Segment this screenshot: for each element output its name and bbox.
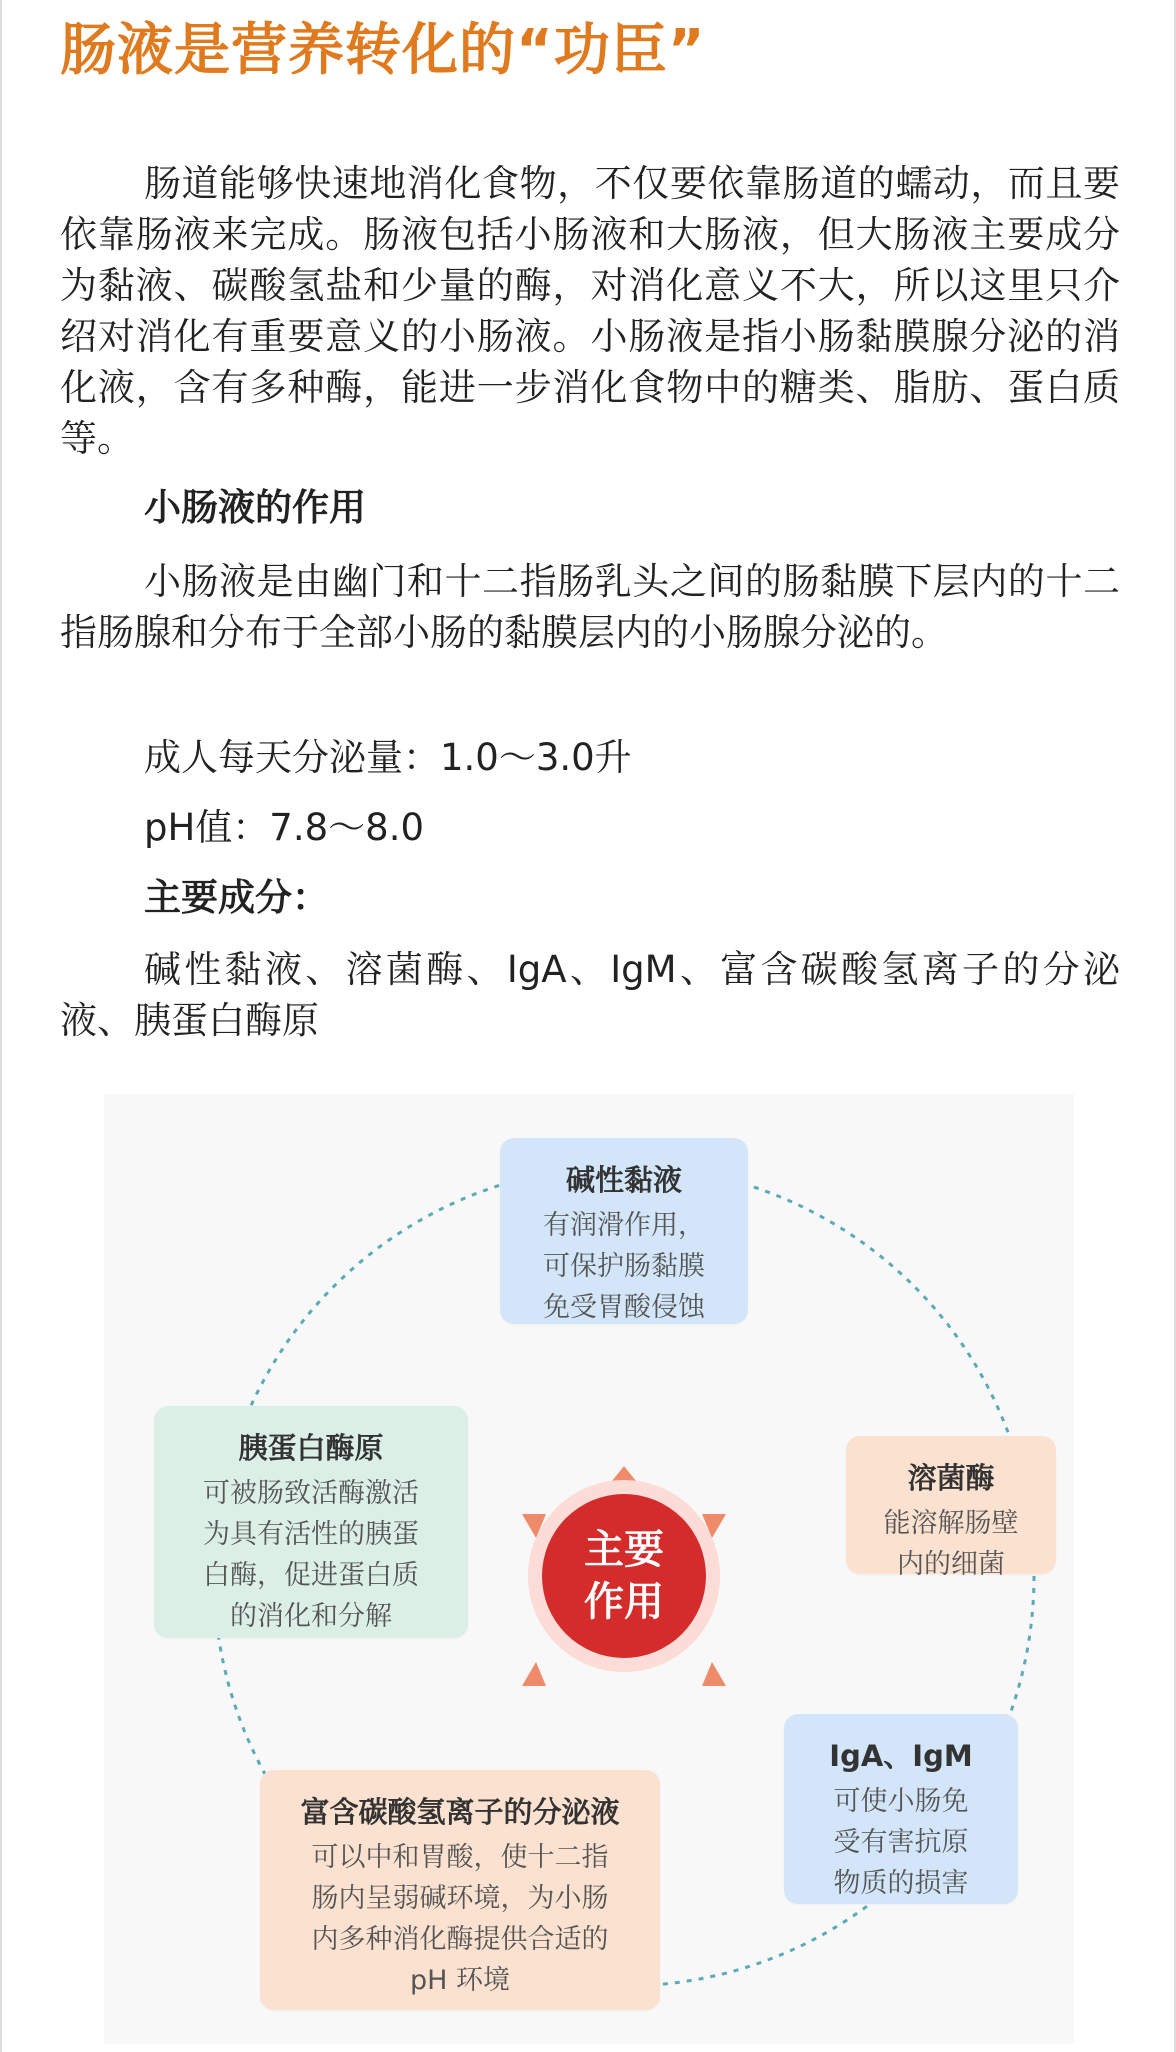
- card-lysozyme: [846, 1436, 1056, 1580]
- intro-paragraph: 肠道能够快速地消化食物，不仅要依靠肠道的蠕动，而且要依靠肠液来完成。肠液包括小肠液和大肠液，但大肠液主要成分为黏液、碳酸氢盐和少量的酶，对消化意义不大，所以这里只介绍对消化有重要意义的小肠液。小肠液是指小肠黏膜腺分泌的消化液，含有多种酶，能进一步消化食物中的糖类、脂肪、蛋白质等。: [60, 162, 1120, 460]
- card-line: 可被肠致活酶激活: [203, 1478, 419, 1509]
- card-line: 白酶，促进蛋白质: [203, 1560, 419, 1591]
- arrow-lower-left: [522, 1662, 546, 1686]
- card-line: 物质的损害: [833, 1868, 969, 1899]
- arrow-top: [608, 1466, 640, 1486]
- card-bicarbonate-secretion: [260, 1770, 660, 2010]
- card-line: 内的细菌: [897, 1549, 1005, 1580]
- card-title: 胰蛋白酶原: [238, 1431, 384, 1465]
- left-edge-line: [0, 0, 2, 2052]
- card-iga-igm: [784, 1714, 1018, 1904]
- center-label-2: 作用: [584, 1579, 664, 1625]
- functions-diagram: [104, 1094, 1074, 2044]
- ph-value: pH值：7.8～8.0: [144, 806, 424, 849]
- card-line: pH 环境: [409, 1965, 511, 1996]
- card-line: 的消化和分解: [230, 1601, 392, 1632]
- card-line: 免受胃酸侵蚀: [543, 1292, 705, 1323]
- arrow-upper-right: [702, 1514, 726, 1538]
- card-alkaline-mucus: [500, 1138, 748, 1324]
- card-line: 为具有活性的胰蛋: [203, 1519, 419, 1550]
- card-title: 溶菌酶: [907, 1461, 995, 1495]
- card-line: 可使小肠免: [833, 1786, 969, 1817]
- section-paragraph: 小肠液是由幽门和十二指肠乳头之间的肠黏膜下层内的十二指肠腺和分布于全部小肠的黏膜层内的小肠腺分泌的。: [60, 560, 1120, 654]
- card-title: 碱性黏液: [565, 1163, 682, 1197]
- card-title: 富含碳酸氢离子的分泌液: [300, 1795, 620, 1829]
- center-main-function: [542, 1494, 706, 1658]
- center-label-1: 主要: [584, 1527, 664, 1573]
- card-line: 受有害抗原: [833, 1827, 969, 1858]
- card-line: 能溶解肠壁: [883, 1508, 1019, 1539]
- page-title: 肠液是营养转化的“功臣”: [60, 18, 706, 83]
- arrow-upper-left: [522, 1514, 546, 1538]
- card-line: 内多种消化酶提供合适的: [311, 1924, 609, 1955]
- card-line: 肠内呈弱碱环境，为小肠: [311, 1883, 609, 1914]
- card-line: 可以中和胃酸，使十二指: [311, 1842, 609, 1873]
- daily-volume: 成人每天分泌量：1.0～3.0升: [144, 736, 632, 779]
- arrow-lower-right: [702, 1662, 726, 1686]
- section-heading: 小肠液的作用: [144, 486, 366, 529]
- card-title: IgA、IgM: [829, 1739, 973, 1773]
- components-paragraph: 碱性黏液、溶菌酶、IgA、IgM、富含碳酸氢离子的分泌液、胰蛋白酶原: [60, 948, 1120, 1042]
- components-heading: 主要成分：: [144, 876, 329, 919]
- card-trypsinogen: [154, 1406, 468, 1638]
- card-line: 可保护肠黏膜: [543, 1251, 705, 1282]
- card-line: 有润滑作用，: [543, 1210, 705, 1241]
